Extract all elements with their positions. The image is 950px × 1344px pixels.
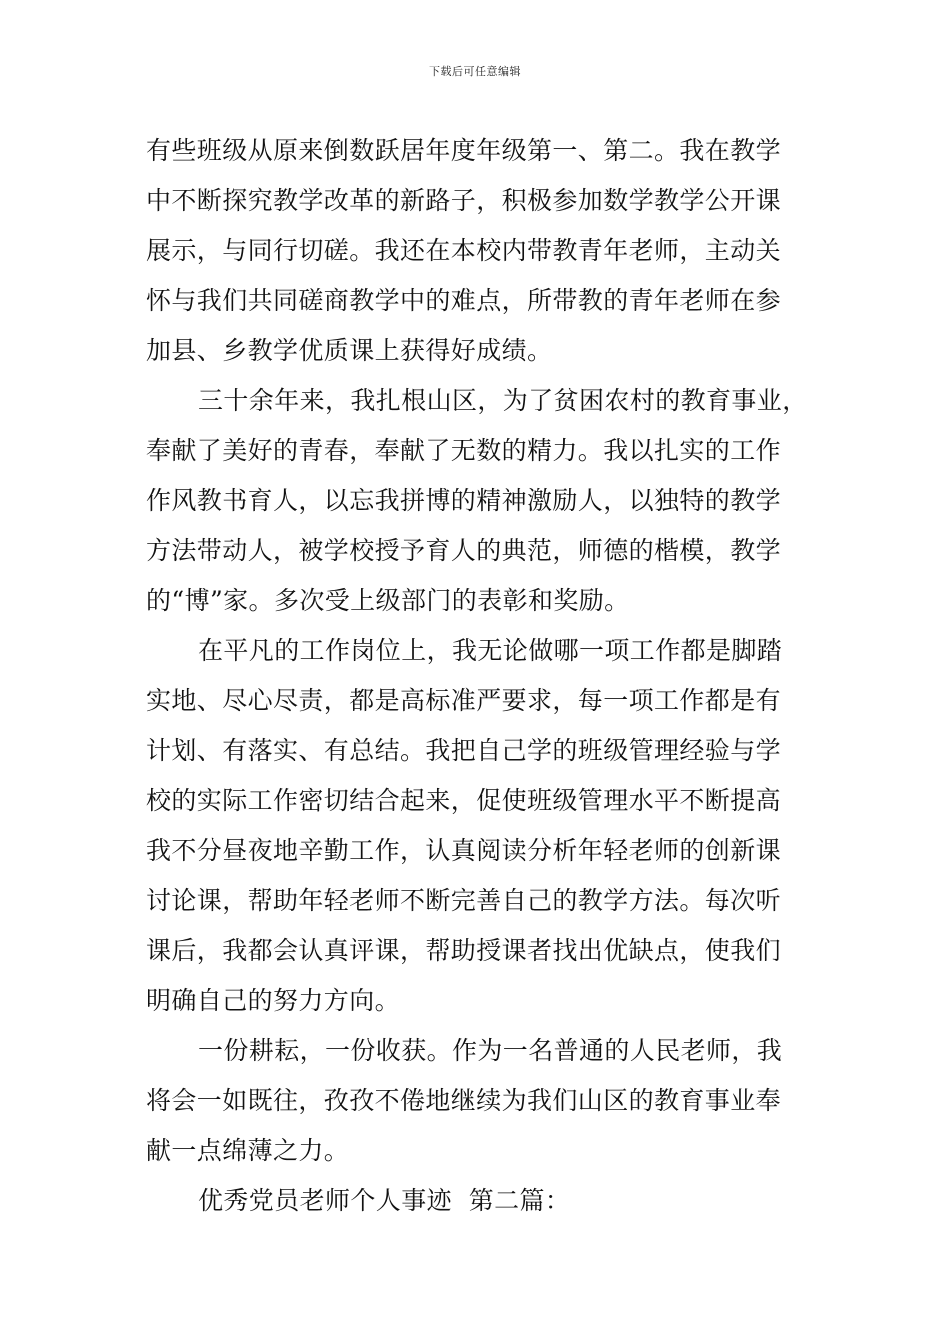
paragraph bbox=[146, 1026, 816, 1176]
section-heading-text: 优秀党员老师个人事迹 第二篇： bbox=[198, 1186, 571, 1215]
text-line: 有些班级从原来倒数跃居年度年级第一、第二。我在教学 bbox=[146, 136, 782, 165]
text-line: 奉献了美好的青春，奉献了无数的精力。我以扎实的工作 bbox=[146, 436, 782, 465]
text-line: 实地、尽心尽责，都是高标准严要求，每一项工作都是有 bbox=[146, 686, 782, 715]
text-line: 献一点绵薄之力。 bbox=[146, 1136, 350, 1165]
text-line: 中不断探究教学改革的新路子，积极参加数学教学公开课 bbox=[146, 186, 782, 215]
text-line: 方法带动人，被学校授予育人的典范，师德的楷模，教学 bbox=[146, 536, 782, 565]
text-line: 课后，我都会认真评课，帮助授课者找出优缺点，使我们 bbox=[146, 936, 782, 965]
page-header: 下载后可任意编辑 bbox=[429, 65, 521, 78]
text-line: 的“博”家。多次受上级部门的表彰和奖励。 bbox=[146, 586, 630, 615]
text-line: 一份耕耘，一份收获。作为一名普通的人民老师，我 bbox=[198, 1036, 783, 1065]
text-line: 在平凡的工作岗位上，我无论做哪一项工作都是脚踏 bbox=[198, 636, 783, 665]
section-heading bbox=[146, 1176, 816, 1226]
text-line: 加县、乡教学优质课上获得好成绩。 bbox=[146, 336, 553, 365]
paragraph bbox=[146, 376, 816, 626]
text-line: 三十余年来，我扎根山区，为了贫困农村的教育事业， bbox=[198, 386, 808, 415]
text-line: 校的实际工作密切结合起来，促使班级管理水平不断提高 bbox=[146, 786, 782, 815]
text-line: 作风教书育人，以忘我拼博的精神激励人，以独特的教学 bbox=[146, 486, 782, 515]
paragraph bbox=[146, 626, 816, 1026]
paragraph bbox=[146, 126, 816, 376]
text-line: 展示，与同行切磋。我还在本校内带教青年老师，主动关 bbox=[146, 236, 782, 265]
text-line: 怀与我们共同磋商教学中的难点，所带教的青年老师在参 bbox=[146, 286, 782, 315]
text-line: 计划、有落实、有总结。我把自己学的班级管理经验与学 bbox=[146, 736, 782, 765]
document-body bbox=[146, 126, 816, 1226]
text-line: 我不分昼夜地辛勤工作，认真阅读分析年轻老师的创新课 bbox=[146, 836, 782, 865]
text-line: 讨论课，帮助年轻老师不断完善自己的教学方法。每次听 bbox=[146, 886, 782, 915]
text-line: 将会一如既往，孜孜不倦地继续为我们山区的教育事业奉 bbox=[146, 1086, 782, 1115]
text-line: 明确自己的努力方向。 bbox=[146, 986, 401, 1015]
